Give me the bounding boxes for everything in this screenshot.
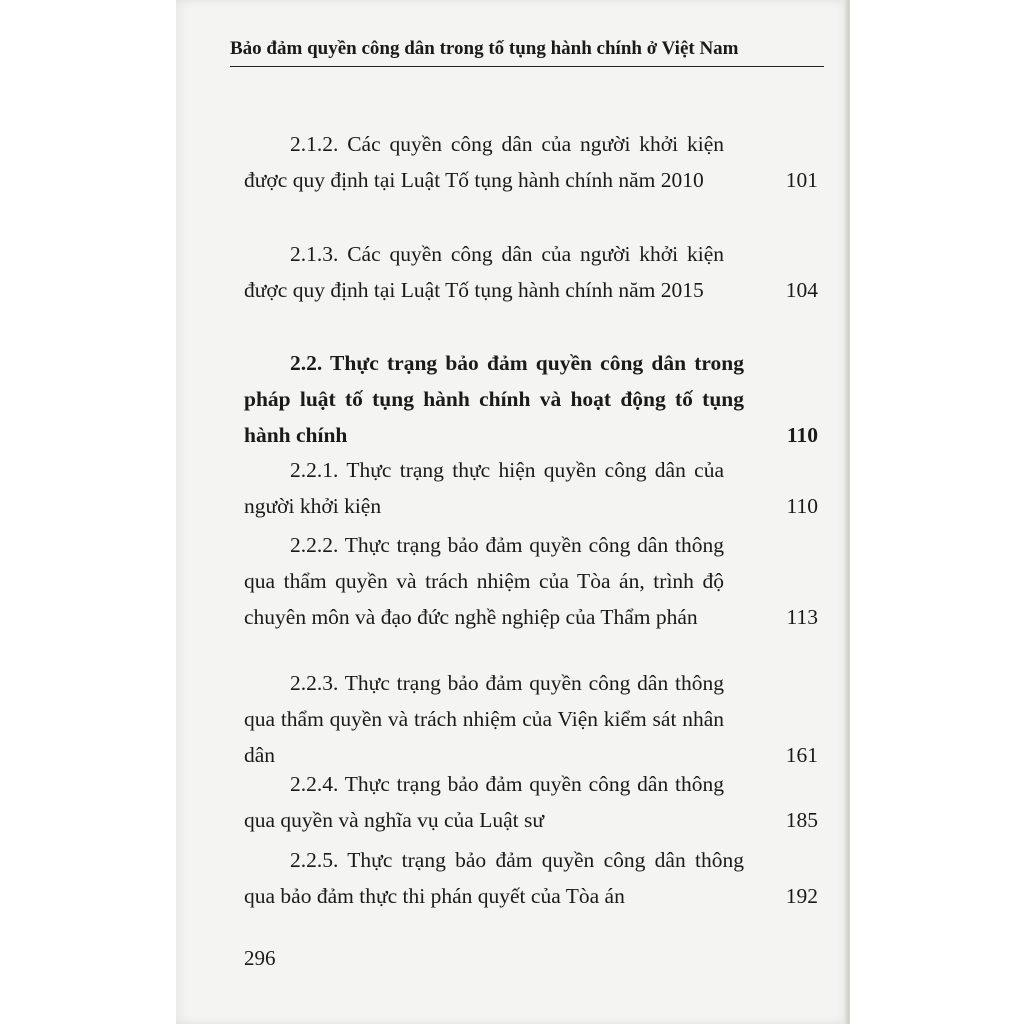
toc-entry-page: 101 xyxy=(785,168,818,192)
toc-entry-page: 161 xyxy=(785,743,818,767)
toc-entry xyxy=(244,766,818,838)
toc-entry xyxy=(244,452,818,524)
toc-entry-text: 2.2.2. Thực trạng bảo đảm quyền công dân thông qua thẩm quyền và trách nhiệm của Tòa án, trình độ chuyên môn và đạo đức nghề nghiệp của Thẩm phán xyxy=(244,533,724,629)
toc-entry-page: 113 xyxy=(786,605,818,629)
toc-entry xyxy=(244,236,818,308)
toc-entry xyxy=(244,842,818,914)
header-rule xyxy=(230,66,824,67)
toc-entry-page: 110 xyxy=(786,494,818,518)
toc-entry xyxy=(244,126,818,198)
toc-entry xyxy=(244,527,818,635)
toc-entry xyxy=(244,665,818,773)
toc-entry-text: 2.2.5. Thực trạng bảo đảm quyền công dân thông qua bảo đảm thực thi phán quyết của Tòa án xyxy=(244,848,744,908)
toc-entry-page: 104 xyxy=(785,278,818,302)
toc-entry-page: 185 xyxy=(785,808,818,832)
toc-entry-text: 2.1.2. Các quyền công dân của người khởi kiện được quy định tại Luật Tố tụng hành chính năm 2010 xyxy=(244,132,724,192)
toc-entry-page: 110 xyxy=(786,423,818,447)
running-header: Bảo đảm quyền công dân trong tố tụng hành chính ở Việt Nam xyxy=(230,38,739,59)
page-number: 296 xyxy=(244,946,276,970)
toc-section-heading xyxy=(244,345,818,453)
toc-entry-text: 2.1.3. Các quyền công dân của người khởi kiện được quy định tại Luật Tố tụng hành chính năm 2015 xyxy=(244,242,724,302)
toc-entry-text: 2.2.1. Thực trạng thực hiện quyền công dân của người khởi kiện xyxy=(244,458,724,518)
toc-entry-text: 2.2.3. Thực trạng bảo đảm quyền công dân thông qua thẩm quyền và trách nhiệm của Viện kiểm sát nhân dân xyxy=(244,671,724,767)
toc-entry-text: 2.2.4. Thực trạng bảo đảm quyền công dân thông qua quyền và nghĩa vụ của Luật sư xyxy=(244,772,724,832)
background-margin xyxy=(850,0,1024,1024)
toc-entry-text: 2.2. Thực trạng bảo đảm quyền công dân trong pháp luật tố tụng hành chính và hoạt động tố tụng hành chính xyxy=(244,351,744,447)
toc-entry-page: 192 xyxy=(785,884,818,908)
